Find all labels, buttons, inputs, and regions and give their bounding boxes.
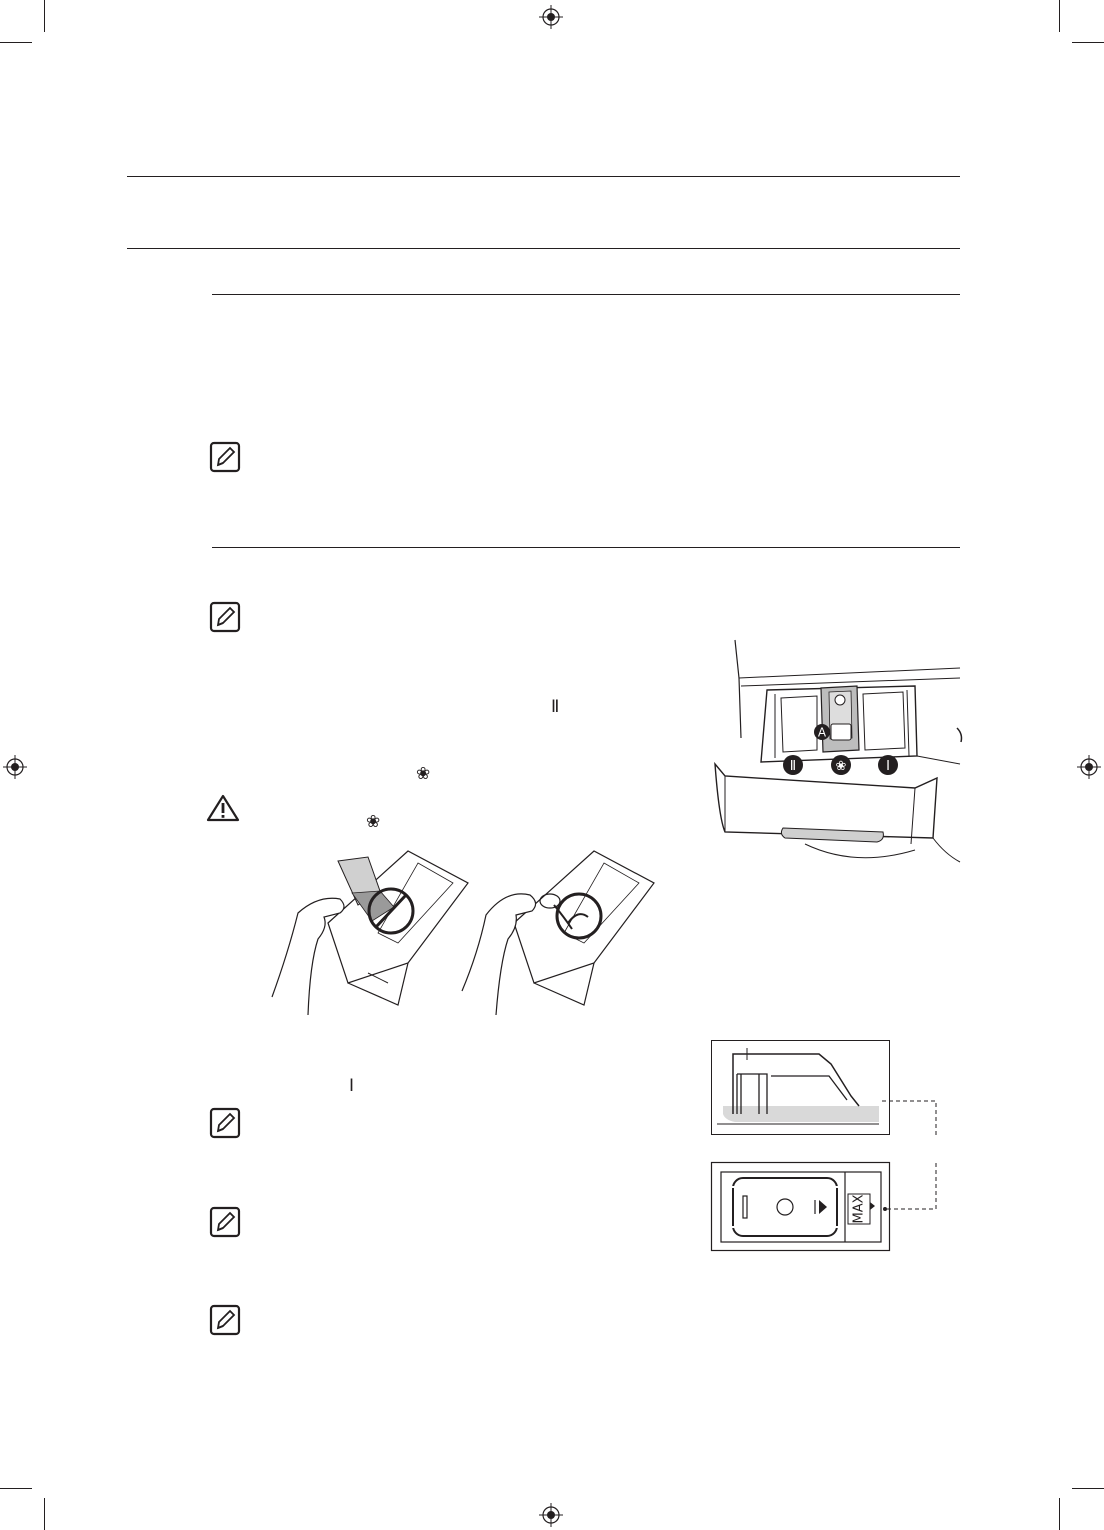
max-label: MAX: [851, 1194, 867, 1224]
do-not-overfill-illustration: [268, 843, 664, 1015]
note-pencil-icon: [210, 442, 240, 472]
registration-mark-icon-left: [3, 755, 27, 779]
prewash-compartment-symbol: Ⅰ: [349, 1076, 355, 1096]
main-wash-compartment-symbol: Ⅱ: [551, 697, 560, 717]
note-pencil-icon: [210, 1305, 240, 1335]
max-leader-lines: [880, 1095, 950, 1215]
softener-compartment-symbol: ❀: [416, 764, 431, 784]
drawer-label-prewash: Ⅰ: [886, 759, 890, 774]
crop-mark: [0, 42, 32, 43]
registration-mark-icon-right: [1077, 755, 1101, 779]
registration-mark-icon-top: [539, 5, 563, 29]
softener-compartment-symbol-warning: ❀: [366, 812, 381, 832]
max-level-side-view: [711, 1040, 891, 1136]
detergent-drawer-illustration: [705, 638, 965, 870]
crop-mark: [1072, 42, 1104, 43]
note-pencil-icon: [210, 1108, 240, 1138]
header-rule-bottom: [127, 248, 960, 249]
crop-mark: [44, 1498, 45, 1530]
max-level-top-view: [711, 1162, 891, 1252]
header-rule-top: [127, 176, 960, 177]
warning-triangle-icon: [206, 794, 240, 822]
crop-mark: [1072, 1488, 1104, 1489]
drawer-label-softener: ❀: [835, 759, 847, 774]
drawer-label-a: A: [817, 725, 827, 740]
crop-mark: [44, 0, 45, 32]
section-rule-2: [212, 547, 960, 548]
crop-mark: [0, 1488, 32, 1489]
crop-mark: [1059, 1498, 1060, 1530]
note-pencil-icon: [210, 602, 240, 632]
registration-mark-icon-bottom: [539, 1503, 563, 1527]
note-pencil-icon: [210, 1207, 240, 1237]
section-rule-1: [212, 294, 960, 295]
crop-mark: [1059, 0, 1060, 32]
drawer-label-main: Ⅱ: [789, 759, 797, 774]
